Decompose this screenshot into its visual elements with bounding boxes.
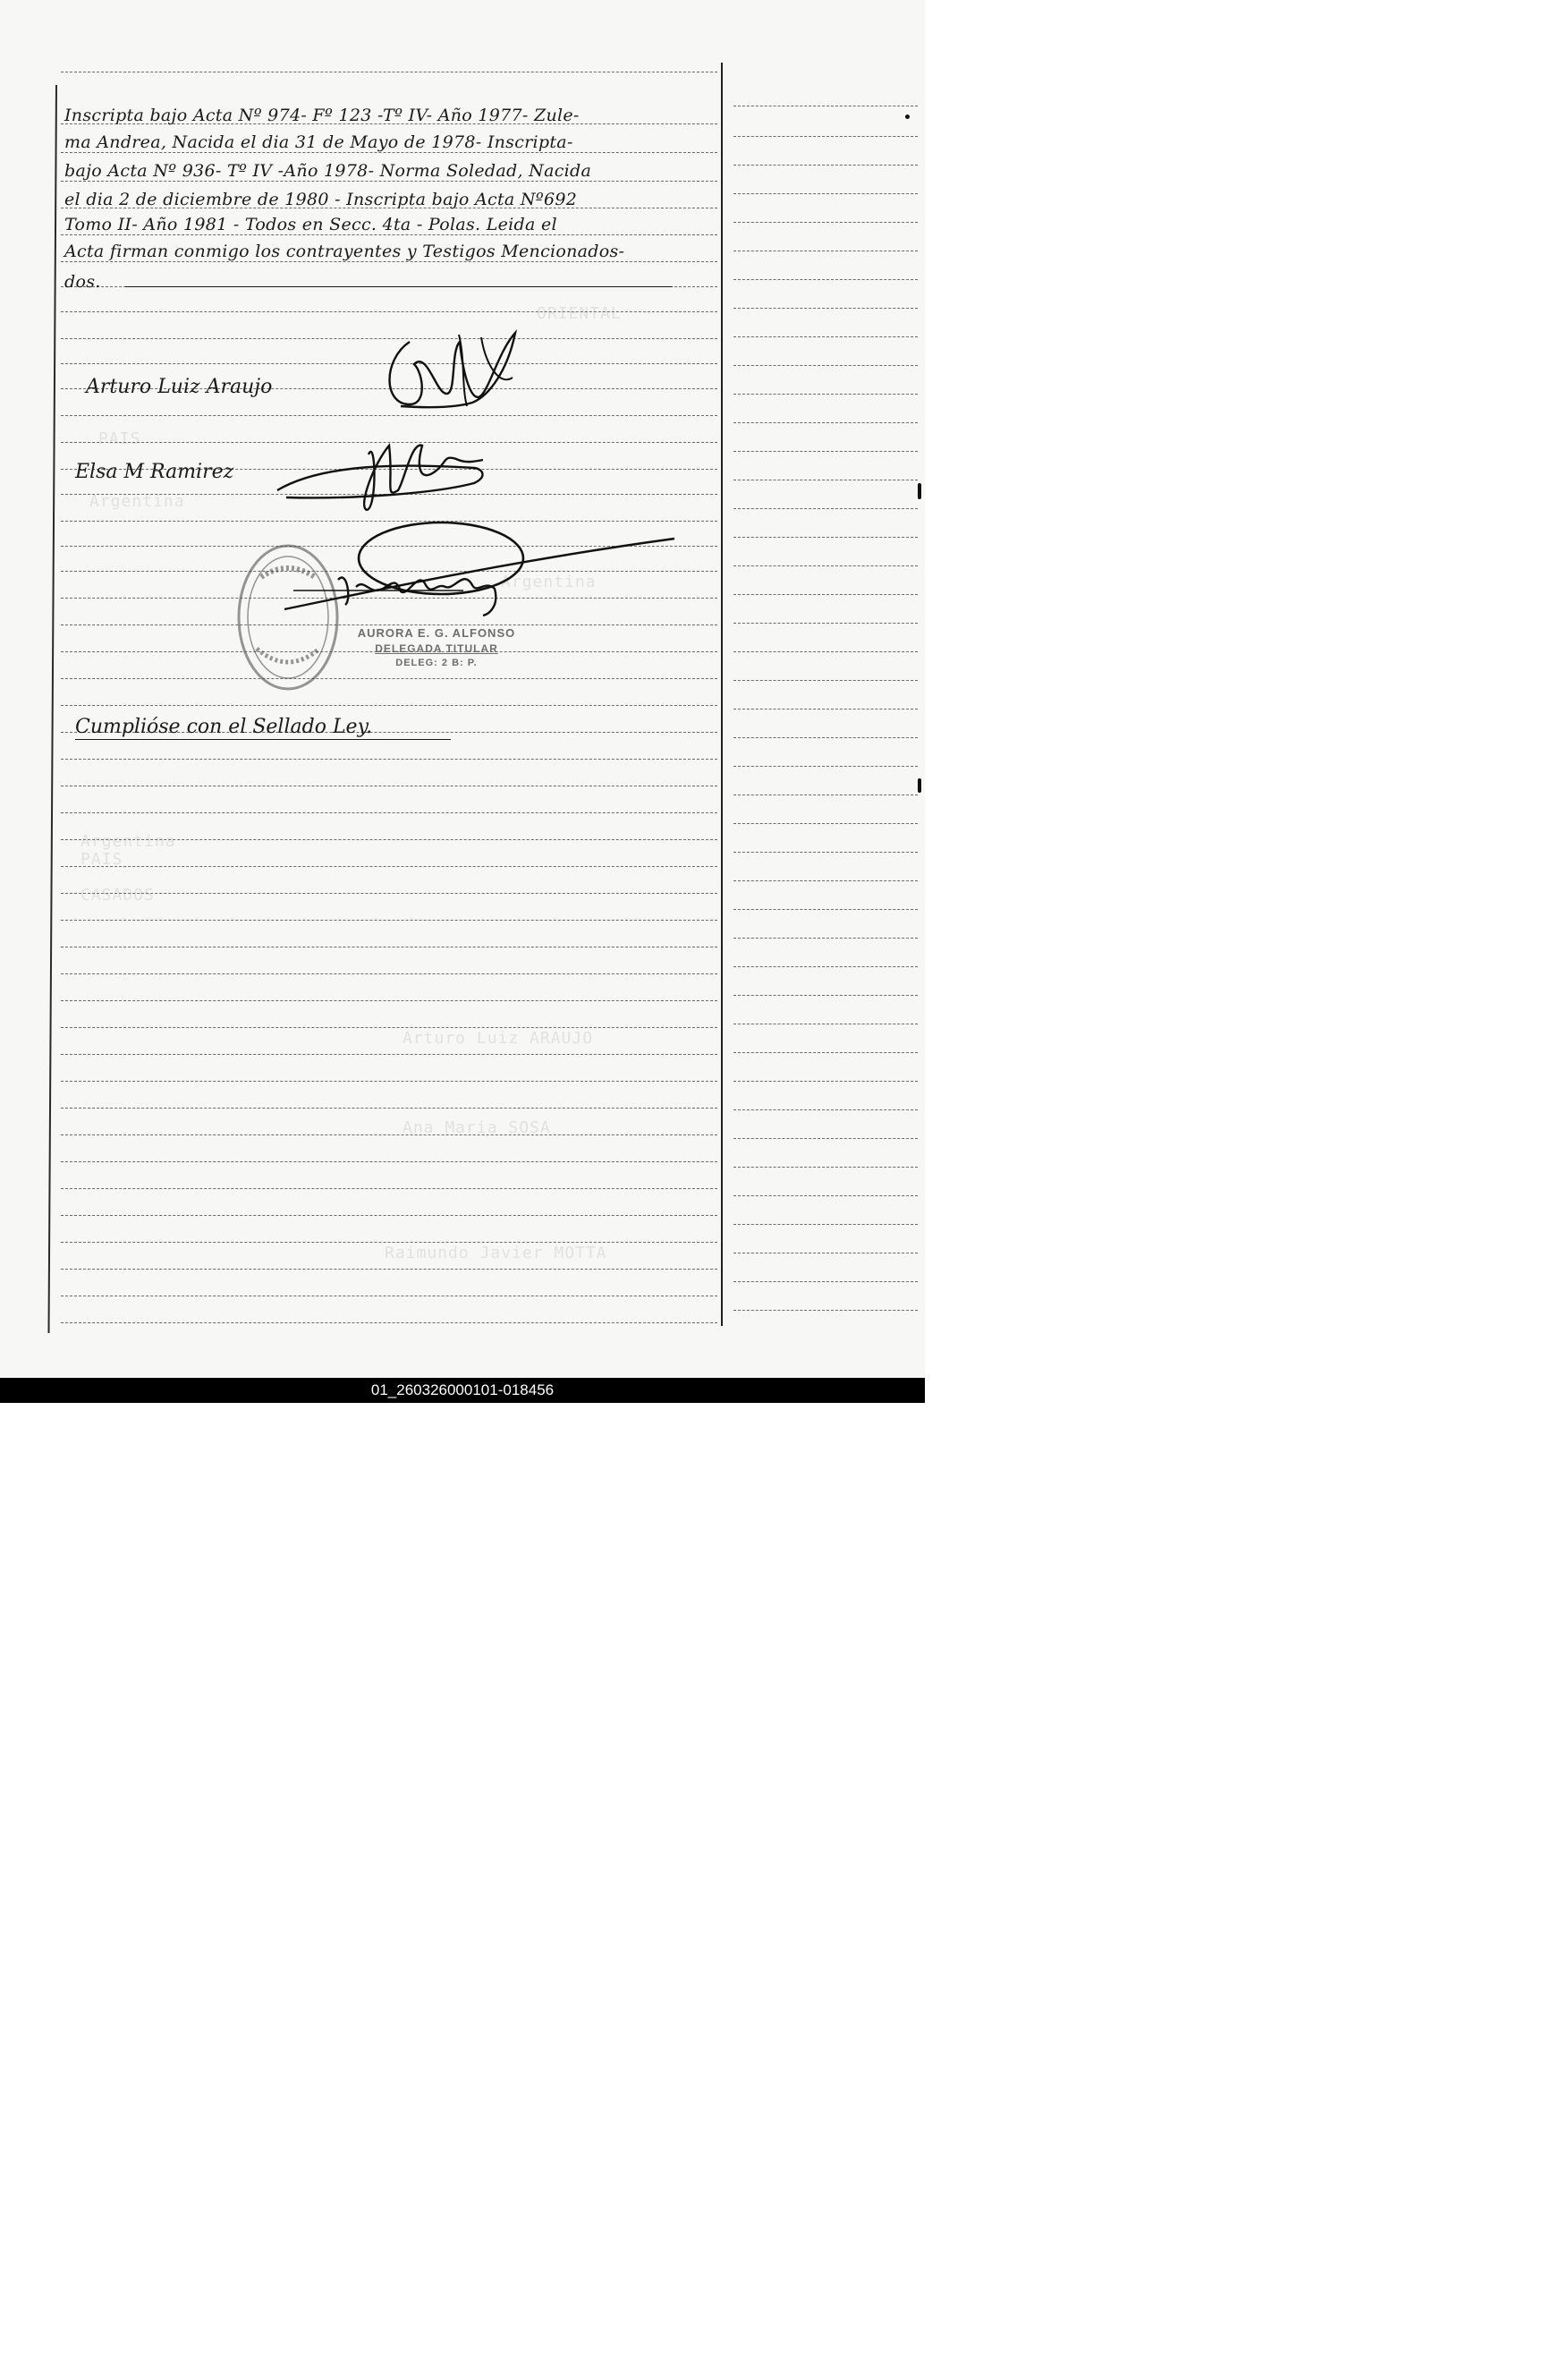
- bleed-through: CASADOS: [81, 886, 155, 905]
- column-divider: [721, 63, 723, 1326]
- closing-note-underline: [75, 739, 451, 740]
- signature-2: [268, 428, 501, 517]
- scan-speck: [905, 115, 910, 119]
- body-line-3: bajo Acta Nº 936- Tº IV -Año 1978- Norma Soledad, Nacida: [64, 161, 592, 181]
- stamp-name: AURORA E. G. ALFONSO: [357, 626, 516, 640]
- signature-3: [284, 515, 678, 627]
- bleed-through: Ana Maria SOSA: [403, 1118, 551, 1137]
- bleed-through: Raimundo Javier MOTTA: [385, 1244, 607, 1262]
- body-line-4: el dia 2 de diciembre de 1980 - Inscripta bajo Acta Nº692: [64, 190, 578, 209]
- body-line-2: ma Andrea, Nacida el dia 31 de Mayo de 1978- Inscripta-: [64, 132, 573, 152]
- body-line-7: dos.: [64, 272, 101, 292]
- body-line-6: Acta firman conmigo los contrayentes y Testigos Mencionados-: [64, 242, 625, 261]
- bleed-through: Arturo Luiz ARAUJO: [403, 1029, 594, 1048]
- bleed-through: Argentina: [501, 573, 597, 591]
- closing-dash-line: [125, 286, 673, 287]
- scan-speck: [918, 483, 921, 499]
- body-line-1: Inscripta bajo Acta Nº 974- Fº 123 -Tº IV- Año 1977- Zule-: [64, 106, 580, 125]
- ruled-lines-margin: [733, 72, 918, 1333]
- stamp-office: DELEG: 2 B: P.: [395, 658, 478, 668]
- bleed-through: Argentina: [89, 492, 185, 511]
- left-margin-rule: [47, 85, 57, 1333]
- signature-1: [374, 324, 526, 413]
- scan-speck: [918, 778, 921, 793]
- closing-note: Cumplióse con el Sellado Ley.: [75, 716, 373, 738]
- signatory-name-2: Elsa M Ramirez: [75, 461, 234, 483]
- signatory-name-1: Arturo Luiz Araujo: [86, 376, 273, 398]
- bleed-through: PAIS: [81, 850, 123, 869]
- bleed-through: Argentina: [81, 832, 176, 851]
- scan-id-footer: 01_260326000101-018456: [0, 1378, 925, 1403]
- bleed-through: PAIS: [98, 429, 141, 448]
- document-page: [0, 0, 925, 1378]
- bleed-through: ORIENTAL: [537, 304, 622, 323]
- stamp-title: DELEGADA TITULAR: [375, 642, 498, 655]
- body-line-5: Tomo II- Año 1981 - Todos en Secc. 4ta - Polas. Leida el: [64, 215, 557, 234]
